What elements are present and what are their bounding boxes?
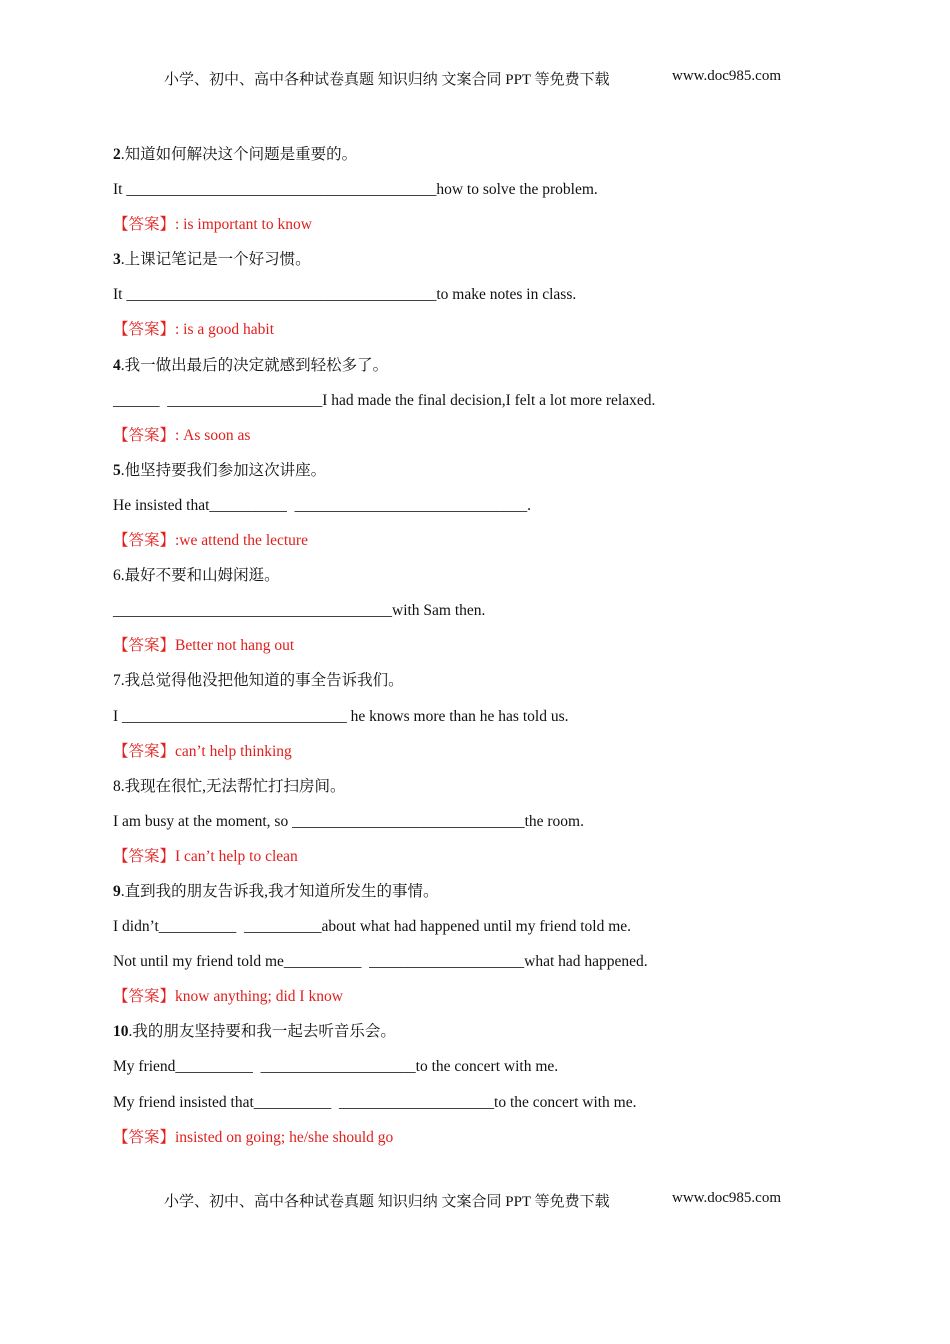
question-number: 10	[113, 1023, 129, 1041]
question-chinese: .知道如何解决这个问题是重要的。	[120, 146, 358, 163]
question-chinese: .他坚持要我们参加这次讲座。	[120, 461, 327, 479]
answer-5: 【答案】:we attend the lecture	[113, 532, 308, 550]
answer-2: 【答案】: is important to know	[113, 216, 312, 234]
question-9	[113, 881, 853, 916]
question-chinese: .我的朋友坚持要和我一起去听音乐会。	[128, 1023, 396, 1041]
question-number: 9	[113, 882, 121, 900]
blank-line: It ________________________________________to make notes in class.	[113, 286, 577, 304]
blank-line: I didn’t__________ __________about what had happened until my friend told me.	[113, 918, 632, 936]
exercise-list	[113, 144, 853, 1162]
question-number: 5	[113, 461, 121, 479]
question-4	[113, 355, 853, 390]
blank-line: ____________________________________with Sam then.	[113, 602, 486, 620]
footer-text: 小学、初中、高中各种试卷真题 知识归纳 文案合同 PPT 等免费下载	[164, 1194, 610, 1210]
question-6	[113, 565, 853, 600]
answer-8: 【答案】I can’t help to clean	[113, 847, 298, 865]
question-number: 2	[113, 146, 121, 163]
question-7	[113, 670, 853, 705]
blank-line: My friend insisted that__________ ____________________to the concert with me.	[113, 1093, 637, 1111]
question-chinese: .我一做出最后的决定就感到轻松多了。	[120, 356, 389, 374]
blank-line: My friend__________ ____________________to the concert with me.	[113, 1058, 559, 1076]
question-chinese: .最好不要和山姆闲逛。	[120, 567, 280, 585]
question-number: 7	[113, 672, 121, 690]
blank-line: I am busy at the moment, so ______________________________the room.	[113, 812, 584, 830]
blank-line: He insisted that__________ ______________________________.	[113, 496, 532, 514]
question-number: 6	[113, 567, 121, 585]
blank-line: ______ ____________________I had made the final decision,I felt a lot more relaxed.	[113, 391, 656, 409]
answer-4: 【答案】: As soon as	[113, 426, 251, 444]
footer-site: www.doc985.com	[672, 1190, 782, 1206]
question-10	[113, 1021, 853, 1056]
question-chinese: .直到我的朋友告诉我,我才知道所发生的事情。	[120, 882, 439, 900]
answer-9: 【答案】know anything; did I know	[113, 988, 343, 1006]
blank-line: Not until my friend told me__________ ____________________what had happened.	[113, 953, 648, 971]
header-site: www.doc985.com	[672, 68, 782, 84]
blank-line: It ________________________________________how to solve the problem.	[113, 181, 598, 199]
question-chinese: .我现在很忙,无法帮忙打扫房间。	[120, 777, 346, 795]
question-number: 4	[113, 356, 121, 374]
header-text: 小学、初中、高中各种试卷真题 知识归纳 文案合同 PPT 等免费下载	[164, 72, 610, 88]
question-5	[113, 460, 853, 495]
question-chinese: .上课记笔记是一个好习惯。	[120, 251, 311, 269]
question-8	[113, 776, 853, 811]
answer-6: 【答案】Better not hang out	[113, 637, 295, 655]
answer-10: 【答案】insisted on going; he/she should go	[113, 1128, 394, 1146]
page-header	[164, 68, 804, 89]
blank-line: I _____________________________ he knows more than he has told us.	[113, 707, 569, 725]
question-number: 8	[113, 777, 121, 795]
question-3	[113, 249, 853, 284]
answer-3: 【答案】: is a good habit	[113, 321, 275, 339]
page-footer	[164, 1190, 804, 1211]
question-2	[113, 144, 853, 179]
question-number: 3	[113, 251, 121, 269]
answer-7: 【答案】can’t help thinking	[113, 742, 292, 760]
question-chinese: .我总觉得他没把他知道的事全告诉我们。	[120, 672, 404, 690]
